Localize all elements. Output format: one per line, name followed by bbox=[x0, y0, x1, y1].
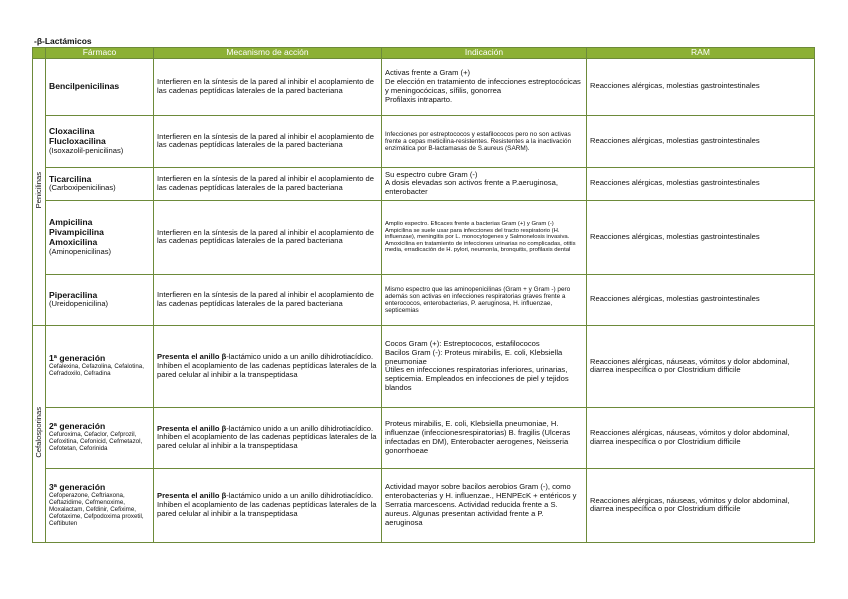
drug-name: Ampicilina bbox=[49, 217, 93, 228]
generation-title: 3ª generación bbox=[49, 482, 106, 493]
indication-line: Cocos Gram (+): Estreptococos, estafilococos bbox=[385, 338, 540, 348]
group-text: Penicilinas bbox=[33, 172, 43, 209]
mechanism-lead: Presenta el anillo β bbox=[157, 491, 227, 501]
indication-cell bbox=[382, 167, 587, 200]
indication-line: Amplio espectro. Eficaces frente a bacterias Gram (+) y Gram (-) bbox=[385, 221, 554, 228]
ram-cell: Reacciones alérgicas, molestias gastrointestinales bbox=[587, 274, 815, 325]
indication-line: Ampicilina se suele usar para infecciones del tracto respiratorio (H. influenzae), meningitis por L. monocytogenes y Salmonelosis invasiva. bbox=[385, 227, 570, 241]
group-text: Cefalosporinas bbox=[33, 407, 43, 458]
indication-line: Amoxicilina en tratamiento de infecciones urinarias no complicadas, otitis media, erradicación de H. pylori, neumonía, bronquitis, profilaxis dental bbox=[385, 240, 576, 254]
mechanism-cell bbox=[154, 407, 382, 468]
drug-cell bbox=[46, 115, 154, 167]
drug-cell bbox=[46, 58, 154, 115]
header-group-cell bbox=[33, 48, 46, 59]
indication-line: Útiles en infecciones respiratorias inferiores, urinarias, septicemia. Empleados en infecciones de piel y tejidos blandos bbox=[385, 365, 569, 392]
indication-cell bbox=[382, 58, 587, 115]
header-farmaco: Fármaco bbox=[46, 48, 154, 59]
mechanism-text: -lactámico unido a un anillo dihidrotiacídico. Inhiben el acoplamiento de las cadenas peptídicas laterales de la pared celular al inhibir a la transpeptidasa bbox=[157, 423, 377, 451]
generation-title: 1ª generación bbox=[49, 353, 106, 364]
header-mecanismo: Mecanismo de acción bbox=[154, 48, 382, 59]
mechanism-cell bbox=[154, 325, 382, 407]
indication-line: Profilaxis intraparto. bbox=[385, 94, 453, 104]
table-row bbox=[33, 115, 815, 167]
drug-name: Flucloxacilina bbox=[49, 135, 106, 146]
ram-cell: Reacciones alérgicas, molestias gastrointestinales bbox=[587, 167, 815, 200]
mechanism-cell: Interfieren en la síntesis de la pared al inhibir el acoplamiento de las cadenas peptídicas laterales de la pared bacteriana bbox=[154, 274, 382, 325]
drug-cell bbox=[46, 468, 154, 542]
drug-name: Bencilpenicilinas bbox=[49, 80, 120, 91]
indication-cell: Mismo espectro que las aminopenicilinas (Gram + y Gram -) pero además son activas en infecciones respiratorias graves frente a enterococos, enterobacterias, P. aeruginosa, H. influenzae, septicemias bbox=[382, 274, 587, 325]
table-row bbox=[33, 407, 815, 468]
drug-subtitle: (Carboxipenicilinas) bbox=[49, 183, 116, 193]
drug-cell bbox=[46, 167, 154, 200]
table-row bbox=[33, 274, 815, 325]
drug-name: Pivampicilina bbox=[49, 227, 104, 238]
ram-cell: Reacciones alérgicas, náuseas, vómitos y dolor abdominal, diarrea inespecífica o por Clostridium difficile bbox=[587, 407, 815, 468]
beta-lactam-table bbox=[32, 47, 815, 543]
generation-drugs: Cefoperazone, Ceftriaxona, Ceftazidime, Cefmenoxime, Moxalactam, Cefdinir, Cefixime, Cefotaxime, Cefpodoxima proxetil, Ceftibuten bbox=[49, 492, 144, 527]
drug-cell bbox=[46, 274, 154, 325]
table-row bbox=[33, 58, 815, 115]
indication-cell: Actividad mayor sobre bacilos aerobios Gram (-), como enterobacterias y H. influenzae., HENPEcK + entéricos y Serratia marcescens. Actividad reducida frente a S. aureus. Algunas presentan actividad frente a P. aeruginosa bbox=[382, 468, 587, 542]
drug-subtitle: (Aminopenicilinas) bbox=[49, 246, 112, 256]
mechanism-lead: Presenta el anillo β bbox=[157, 423, 227, 433]
table-row bbox=[33, 468, 815, 542]
mechanism-lead: Presenta el anillo β bbox=[157, 352, 227, 362]
indication-cell bbox=[382, 200, 587, 274]
ram-cell: Reacciones alérgicas, náuseas, vómitos y dolor abdominal, diarrea inespecífica o por Clostridium difficile bbox=[587, 325, 815, 407]
indication-cell bbox=[382, 325, 587, 407]
page-title: -β-Lactámicos bbox=[34, 36, 92, 46]
mechanism-text: -lactámico unido a un anillo dihidrotiacídico. Inhiben el acoplamiento de las cadenas peptídicas laterales de la pared celular al inhibir a la transpeptidasa bbox=[157, 491, 377, 518]
table-row bbox=[33, 325, 815, 407]
generation-drugs: Cefalexina, Cefazolina, Cefalotina, Cefradoxilo, Cefradina bbox=[49, 363, 144, 378]
indication-line: De elección en tratamiento de infecciones estreptocócicas y meningocócicas, sífilis, gonorrea bbox=[385, 77, 581, 95]
drug-name: Cloxacilina bbox=[49, 126, 95, 137]
table-row bbox=[33, 167, 815, 200]
header-indicacion: Indicación bbox=[382, 48, 587, 59]
drug-cell bbox=[46, 200, 154, 274]
drug-subtitle: (Ureidopenicilina) bbox=[49, 299, 109, 309]
indication-line: A dosis elevadas son activos frente a P.aeruginosa, enterobacter bbox=[385, 178, 558, 197]
generation-drugs: Cefuroxima, Cefaclor, Cefprozil, Cefoxitina, Cefonicid, Cefmetazol, Cefotetan, Ceforinida bbox=[49, 431, 143, 453]
mechanism-cell: Interfieren en la síntesis de la pared al inhibir el acoplamiento de las cadenas peptídicas laterales de la pared bacteriana bbox=[154, 115, 382, 167]
header-row bbox=[33, 48, 815, 59]
mechanism-cell: Interfieren en la síntesis de la pared al inhibir el acoplamiento de las cadenas peptídicas laterales de la pared bacteriana bbox=[154, 200, 382, 274]
ram-cell: Reacciones alérgicas, molestias gastrointestinales bbox=[587, 58, 815, 115]
group-label-cefalosporinas bbox=[33, 325, 46, 542]
drug-name: Piperacilina bbox=[49, 289, 98, 300]
mechanism-cell bbox=[154, 468, 382, 542]
group-label-penicilinas bbox=[33, 58, 46, 325]
indication-cell: Infecciones por estreptococos y estafilococos pero no son activas frente a cepas meticilina-resistentes. Resistentes a la inactivación enzimática por B-lactamasas de S.aureus (SARM). bbox=[382, 115, 587, 167]
indication-cell: Proteus mirabilis, E. coli, Klebsiella pneumoniae, H. influenzae (infeccionesrespiratorias) B. fragilis (Ulceras infectadas en DM), Enterobacter aerogenes, Neisseria gonorrhoeae bbox=[382, 407, 587, 468]
indication-line: Bacilos Gram (-): Proteus mirabilis, E. coli, Klebsiella pneumoniae bbox=[385, 347, 563, 366]
indication-line: Su espectro cubre Gram (-) bbox=[385, 169, 478, 179]
ram-cell: Reacciones alérgicas, molestias gastrointestinales bbox=[587, 200, 815, 274]
ram-cell: Reacciones alérgicas, molestias gastrointestinales bbox=[587, 115, 815, 167]
indication-line: Activas frente a Gram (+) bbox=[385, 68, 471, 78]
drug-cell bbox=[46, 325, 154, 407]
drug-name: Amoxicilina bbox=[49, 236, 98, 247]
mechanism-cell: Interfieren en la síntesis de la pared al inhibir el acoplamiento de las cadenas peptídicas laterales de la pared bacteriana bbox=[154, 167, 382, 200]
drug-name: Ticarcilina bbox=[49, 173, 92, 184]
generation-title: 2ª generación bbox=[49, 421, 106, 432]
ram-cell: Reacciones alérgicas, náuseas, vómitos y dolor abdominal, diarrea inespecífica o por Clostridium difficile bbox=[587, 468, 815, 542]
mechanism-cell: Interfieren en la síntesis de la pared al inhibir el acoplamiento de las cadenas peptídicas laterales de la pared bacteriana bbox=[154, 58, 382, 115]
drug-subtitle: (Isoxazolil-penicilinas) bbox=[49, 145, 124, 155]
table-row bbox=[33, 200, 815, 274]
header-ram: RAM bbox=[587, 48, 815, 59]
mechanism-text: -lactámico unido a un anillo dihidrotiacídico. Inhiben el acoplamiento de las cadenas peptídicas laterales de la pared celular al inhibir a la transpeptidasa bbox=[157, 352, 377, 379]
drug-cell bbox=[46, 407, 154, 468]
